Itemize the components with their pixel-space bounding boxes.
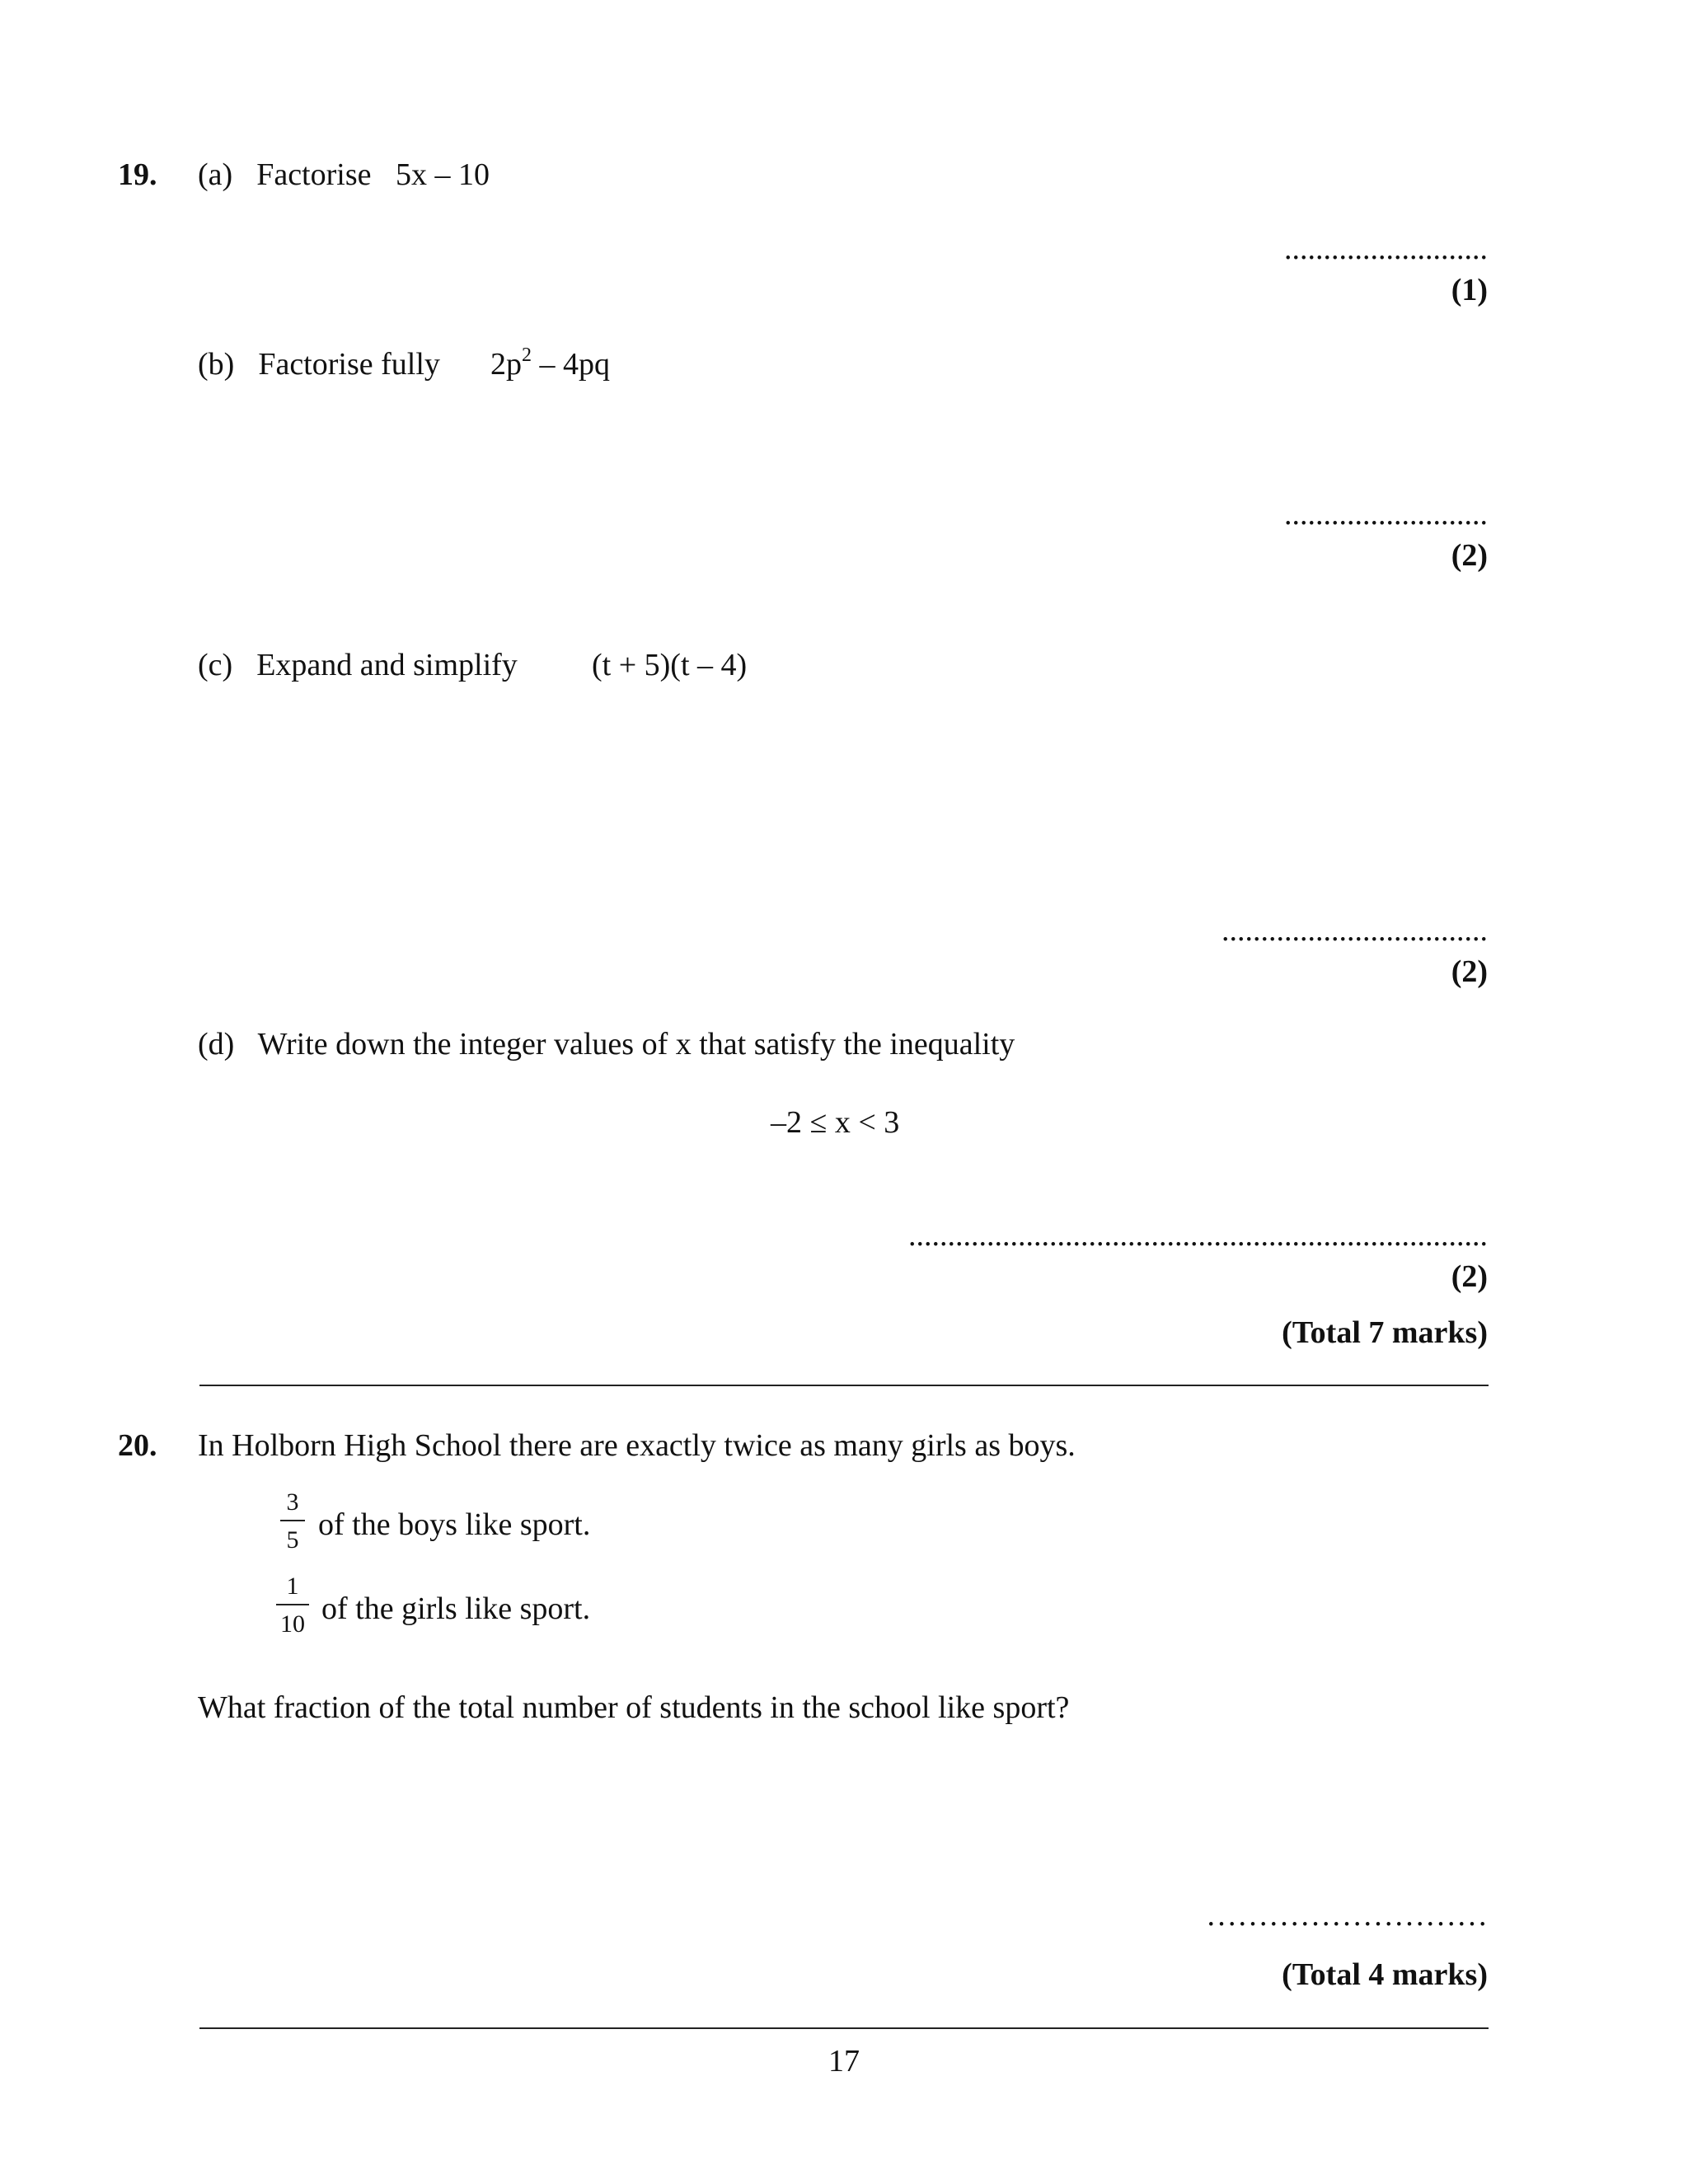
- boys-fraction-bar: [280, 1520, 305, 1521]
- girls-fraction-bar: [276, 1604, 309, 1605]
- part-c-expression: (t + 5)(t – 4): [592, 648, 748, 682]
- girls-fraction: [276, 1574, 309, 1637]
- q20-total-marks: (Total 4 marks): [1282, 1957, 1488, 1992]
- part-b-label: (b): [198, 347, 235, 382]
- part-c-text: Expand and simplify: [256, 648, 518, 682]
- part-b-expression: [490, 344, 610, 382]
- part-d-label: (d): [198, 1027, 235, 1062]
- part-a-prompt: [198, 159, 371, 190]
- girls-fraction-numerator: 1: [286, 1572, 299, 1600]
- part-b-prompt: [198, 349, 440, 380]
- part-b-text: Factorise fully: [258, 347, 440, 382]
- girls-fraction-denominator: 10: [280, 1610, 305, 1638]
- part-a-label: (a): [198, 157, 233, 192]
- boys-like-sport-text: of the boys like sport.: [318, 1507, 591, 1542]
- part-d-marks: (2): [1451, 1259, 1488, 1294]
- footer-rule: [199, 2027, 1489, 2029]
- question-divider: [199, 1385, 1489, 1386]
- boys-fraction-numerator: 3: [286, 1488, 299, 1516]
- page-number: 17: [828, 2044, 860, 2079]
- part-b-marks: (2): [1451, 538, 1488, 573]
- part-a-expression: 5x – 10: [396, 157, 490, 192]
- part-a-text: Factorise: [256, 157, 372, 192]
- part-d-text: Write down the integer values of x that satisfy the inequality: [257, 1027, 1015, 1062]
- question-number-20: 20.: [118, 1428, 157, 1463]
- part-b-expr-exponent: 2: [522, 344, 532, 366]
- part-c-label: (c): [198, 648, 233, 682]
- q20-answer-line: ………………………: [1206, 1898, 1488, 1933]
- part-c-answer-line: ..................................: [1221, 913, 1488, 948]
- part-d-prompt: [198, 1029, 1015, 1060]
- boys-fraction-denominator: 5: [286, 1526, 299, 1554]
- part-c-marks: (2): [1451, 954, 1488, 989]
- q20-question: What fraction of the total number of students in the school like sport?: [198, 1690, 1070, 1725]
- part-d-inequality: –2 ≤ x < 3: [771, 1105, 900, 1140]
- part-b-expr-rest: – 4pq: [532, 347, 610, 382]
- part-a-answer-line: ..........................: [1284, 232, 1488, 266]
- girls-like-sport-text: of the girls like sport.: [321, 1591, 591, 1626]
- question-number-19: 19.: [118, 157, 157, 192]
- part-c-prompt: [198, 649, 518, 681]
- part-a-marks: (1): [1451, 273, 1488, 307]
- boys-fraction: [280, 1490, 305, 1553]
- part-d-answer-line: ..........................................................................: [908, 1218, 1488, 1253]
- part-b-answer-line: ..........................: [1284, 497, 1488, 532]
- part-b-expr-base: 2p: [490, 347, 522, 382]
- q19-total-marks: (Total 7 marks): [1282, 1315, 1488, 1350]
- q20-intro: In Holborn High School there are exactly twice as many girls as boys.: [198, 1428, 1076, 1463]
